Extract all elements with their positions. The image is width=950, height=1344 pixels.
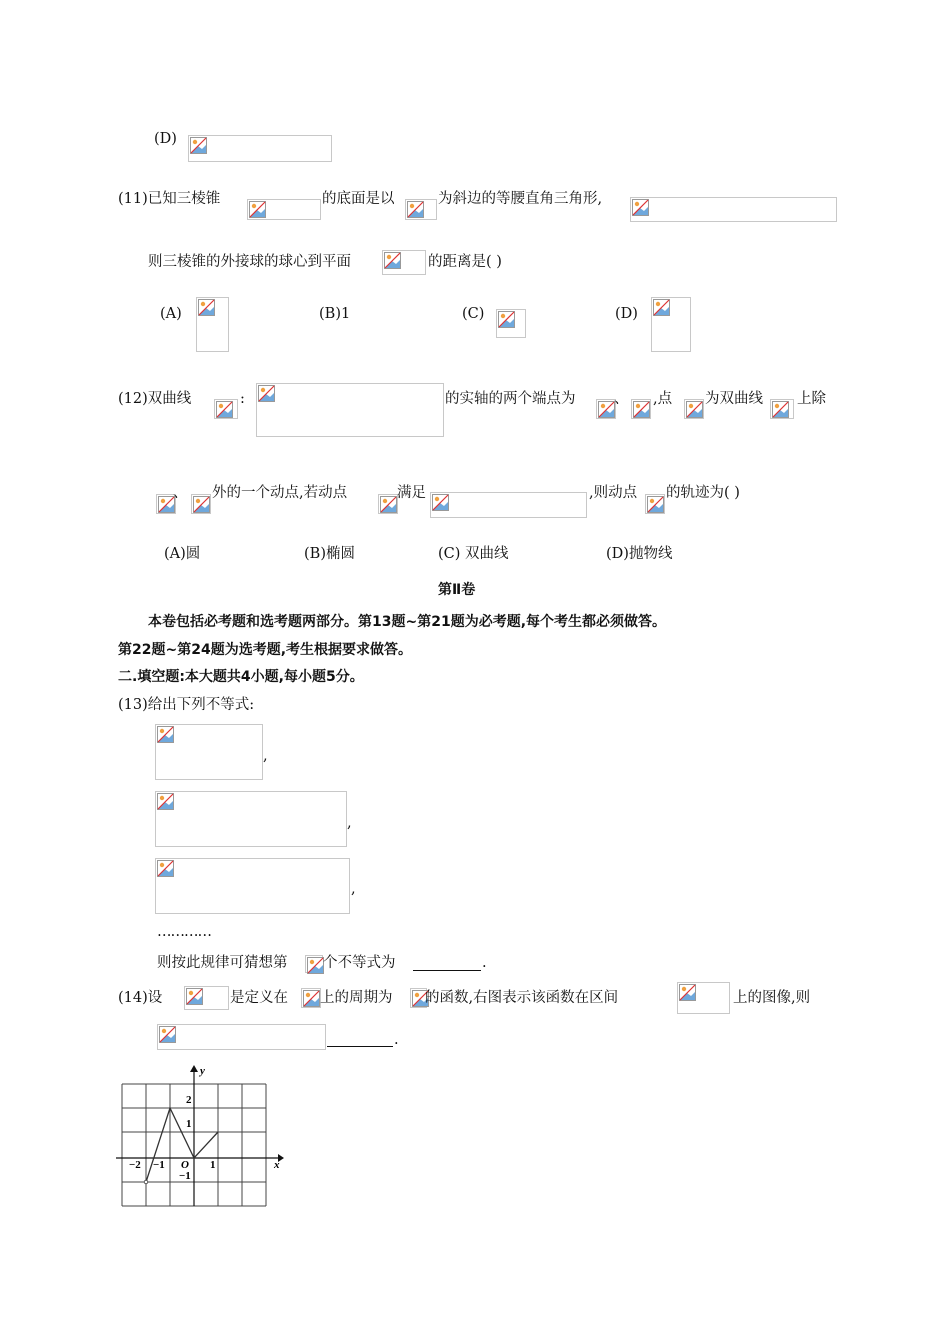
inequality-image-1 [155, 724, 263, 780]
broken-image-icon [647, 496, 664, 513]
q14-text-1: (14)设 [118, 990, 163, 1006]
broken-image-icon [633, 401, 650, 418]
broken-image-icon [198, 299, 215, 316]
broken-image-icon [679, 984, 696, 1001]
q13-comma: , [351, 881, 356, 897]
q12-text-3: ,点 [653, 391, 673, 407]
answer-blank[interactable] [327, 1046, 393, 1047]
q12-line2-text-3: ,则动点 [589, 485, 638, 501]
broken-image-icon [380, 496, 397, 513]
q14-text-2: 是定义在 [230, 990, 288, 1006]
formula-image [214, 399, 238, 419]
q13-period: . [482, 955, 487, 971]
q12-text-5: 上除 [797, 391, 826, 407]
broken-image-icon [186, 988, 203, 1005]
formula-image [247, 199, 321, 220]
q11-line2-text: 则三棱锥的外接球的球心到平面 [148, 254, 351, 270]
answer-blank[interactable] [413, 970, 481, 971]
formula-image [645, 494, 665, 514]
q13-conclusion-text-end: 个不等式为 [323, 955, 396, 971]
q12-colon: : [240, 391, 245, 407]
formula-image [596, 399, 616, 419]
formula-image [684, 399, 704, 419]
formula-image [496, 309, 526, 338]
broken-image-icon [307, 957, 324, 974]
broken-image-icon [498, 311, 515, 328]
broken-image-icon [193, 496, 210, 513]
formula-image [405, 199, 437, 220]
x-tick-minus-1: −1 [153, 1159, 165, 1171]
q11-option-c-label: (C) [462, 306, 485, 322]
y-tick-minus-1: −1 [179, 1170, 191, 1182]
broken-image-icon [632, 199, 649, 216]
section-heading: 二.填空题:本大题共4小题,每小题5分。 [118, 669, 364, 685]
formula-image [301, 988, 321, 1008]
q11-option-b: (B)1 [319, 306, 351, 322]
open-endpoint [144, 1180, 148, 1184]
broken-image-icon [303, 990, 320, 1007]
q13-stem: (13)给出下列不等式: [118, 697, 255, 713]
formula-image [770, 399, 794, 419]
broken-image-icon [157, 860, 174, 877]
formula-image [305, 955, 323, 973]
broken-image-icon [772, 401, 789, 418]
broken-image-icon [190, 137, 207, 154]
q14-period: . [394, 1032, 399, 1048]
y-axis-label: y [200, 1065, 205, 1077]
inequality-image-2 [155, 791, 347, 847]
q12-line2-text-2: 满足 [397, 485, 426, 501]
y-tick-2: 2 [186, 1094, 192, 1106]
q11-text-1: (11)已知三棱锥 [118, 191, 221, 207]
q12-option-a: (A)圆 [164, 546, 201, 562]
q10-option-d-label: (D) [154, 131, 177, 147]
q14-text-5: 上的图像,则 [733, 990, 811, 1006]
graph-axes [116, 1068, 282, 1206]
q11-text-3: 为斜边的等腰直角三角形, [438, 191, 603, 207]
q12-line2-text-1: 外的一个动点,若动点 [212, 485, 348, 501]
broken-image-icon [432, 494, 449, 511]
broken-image-icon [157, 726, 174, 743]
formula-image [677, 982, 730, 1014]
q12-text-4: 为双曲线 [705, 391, 763, 407]
formula-image [191, 494, 211, 514]
q13-ellipsis: ………… [157, 924, 211, 940]
formula-image [196, 297, 229, 352]
broken-image-icon [157, 793, 174, 810]
q11-option-a-label: (A) [160, 306, 182, 322]
section-intro-line-2: 第22题~第24题为选考题,考生根据要求做答。 [118, 642, 413, 658]
q11-option-d-label: (D) [615, 306, 638, 322]
q12-text-2: 的实轴的两个端点为 [445, 391, 576, 407]
q12-line2-text-4: 的轨迹为( ) [666, 485, 740, 501]
broken-image-icon [249, 201, 266, 218]
y-axis-arrow-icon [190, 1065, 198, 1072]
x-tick-1: 1 [210, 1159, 216, 1171]
broken-image-icon [686, 401, 703, 418]
formula-image [630, 197, 837, 222]
x-axis-label: x [274, 1159, 280, 1171]
inequality-image-3 [155, 858, 350, 914]
q13-comma: , [347, 815, 352, 831]
q12-separator: 、 [614, 391, 629, 407]
formula-image [382, 250, 426, 275]
broken-image-icon [407, 201, 424, 218]
function-graph [112, 1062, 292, 1210]
q12-text-1: (12)双曲线 [118, 391, 192, 407]
q13-comma: , [263, 748, 268, 764]
q12-option-c: (C) 双曲线 [438, 546, 509, 562]
q12-line2-separator: 、 [173, 485, 188, 501]
broken-image-icon [216, 401, 233, 418]
section-title: 第Ⅱ卷 [438, 582, 476, 598]
broken-image-icon [653, 299, 670, 316]
formula-image [631, 399, 651, 419]
formula-image [188, 135, 332, 162]
formula-image [184, 986, 229, 1010]
origin-label: O [181, 1159, 189, 1171]
q12-option-b: (B)椭圆 [304, 546, 355, 562]
formula-image [378, 494, 398, 514]
x-tick-minus-2: −2 [129, 1159, 141, 1171]
q12-option-d: (D)抛物线 [606, 546, 673, 562]
formula-image [256, 383, 444, 437]
broken-image-icon [159, 1026, 176, 1043]
q11-text-2: 的底面是以 [322, 191, 395, 207]
broken-image-icon [384, 252, 401, 269]
broken-image-icon [598, 401, 615, 418]
formula-image [430, 492, 587, 518]
q14-text-3: 上的周期为 [320, 990, 393, 1006]
q14-text-4: 的函数,右图表示该函数在区间 [425, 990, 619, 1006]
section-intro-line-1: 本卷包括必考题和选考题两部分。第13题~第21题为必考题,每个考生都必须做答。 [148, 614, 667, 630]
y-tick-1: 1 [186, 1118, 192, 1130]
formula-image [651, 297, 691, 352]
broken-image-icon [258, 385, 275, 402]
q13-conclusion-text: 则按此规律可猜想第 [157, 955, 288, 971]
formula-image [157, 1024, 326, 1050]
q11-line2-text-end: 的距离是( ) [428, 254, 502, 270]
